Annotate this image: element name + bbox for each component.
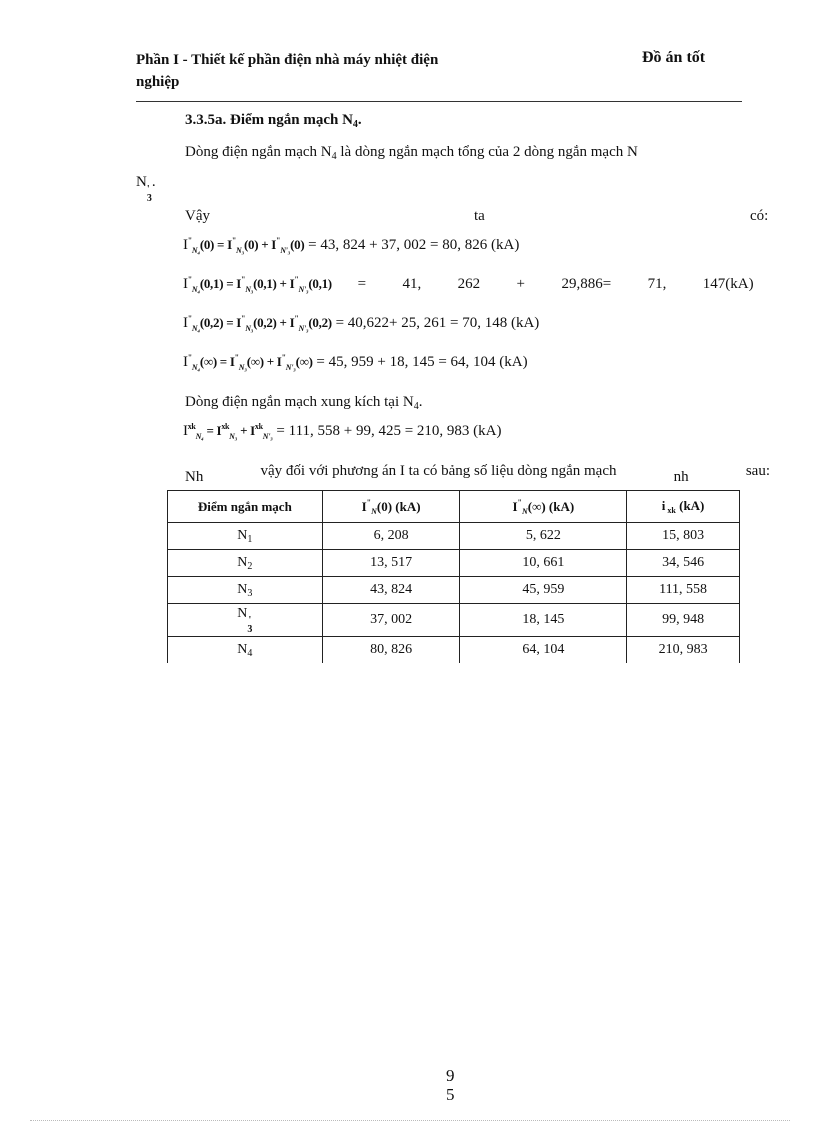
section-title: 3.3.5a. Điểm ngắn mạch $N_4$. [185,112,362,130]
ta-word: ta [474,208,485,224]
table-row: $N_4$ 80, 826 64, 104 210, 983 [168,637,740,664]
header-rule [136,101,742,102]
header-right: Đồ án tốt [642,49,706,66]
equation-i01: $I^"_{N_4}(0,1) = I^"_{N_3}(0,1) + I^"_{N'_3}(0,1) = 41$, 262 + 29,886= 71, 147(kA) [183,275,754,294]
running-header-left [136,49,438,93]
table-header-row [168,491,740,523]
header-title-continuation: nghiệp [136,74,180,90]
xung-kich-text: Dòng điện ngắn mạch xung kích tại $N_4$. [185,394,423,412]
table-row: N ' 3 37, 002 18, 145 99, 948 [168,604,740,637]
vay-word: Vậy [185,208,210,224]
header-i0: $I^"_N(0)$ (kA) [322,491,460,523]
header-iinf: $I^"_N(\infty)$ (kA) [460,491,627,523]
summary-sentence: Nh vậy đối với phương án I ta có bảng số liệu dòng ngắn mạch nh sau: [185,463,770,485]
equation-ixk: $I^{xk}_{N_4} = I^{xk}_{N_3} + I^{xk}_{N'_3} = 111$, 558 + 99, 425 = 210, 983 (kA) [183,422,502,441]
table-row: $N_1$ 6, 208 5, 622 15, 803 [168,523,740,550]
page-bottom-divider [30,1120,790,1121]
header-ixk: i $_{xk}$ (kA) [627,491,740,523]
table-row: $N_3$ 43, 824 45, 959 111, 558 [168,577,740,604]
page-number-line2: 5 [446,1085,455,1104]
co-word: có: [750,208,769,224]
short-circuit-table [167,490,740,663]
equation-i0: $I^"_{N_4}(0) = I^"_{N_3}(0) + I^"_{N'_3}(0) = 43$, 824 + 37, 002 = 80, 826 (kA) [183,236,520,255]
table-row: $N_2$ 13, 517 10, 661 34, 546 [168,550,740,577]
intro-line-2: N ' 3 . [136,174,156,204]
equation-i02: $I^"_{N_4}(0,2) = I^"_{N_3}(0,2) + I^"_{N'_3}(0,2) = 40,622+ 25$, 261 = 70, 148 (kA) [183,314,540,333]
page-number-line1: 9 [446,1066,455,1085]
header-title: Phần I - Thiết kế phần điện nhà máy nhiệt điện [136,52,439,68]
equation-iinf: $I^"_{N_4}(\infty) = I^"_{N_3}(\infty) + I^"_{N'_3}(\infty) = 45$, 959 + 18, 145 = 64, 104 (kA) [183,353,528,372]
header-point: Điểm ngắn mạch [168,491,323,523]
intro-line-1: Dòng điện ngắn mạch $N_4$ là dòng ngắn mạch tổng của 2 dòng ngắn mạch N [185,144,638,162]
